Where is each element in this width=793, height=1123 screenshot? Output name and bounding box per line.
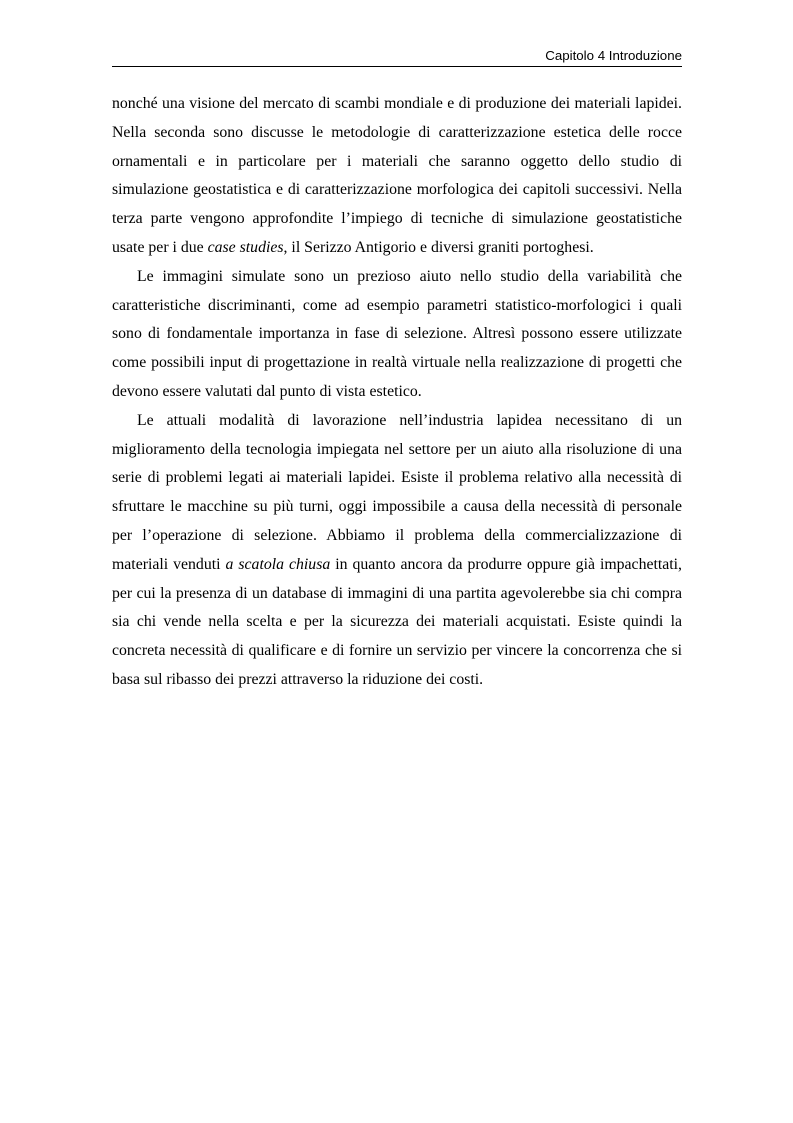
italic-term: a scatola chiusa (225, 555, 331, 573)
paragraph-text: Le attuali modalità di lavorazione nell’industria lapidea necessitano di un miglioramento della tecnologia impiegata nel settore per un aiuto alla risoluzione di una serie di problemi legati ai materiali lapidei. Esiste il problema relativo alla necessità di sfruttare le macchine su più turni, oggi impossibile a causa della necessità di personale per l’operazione di selezione. Abbiamo il problema della commercializzazione di materiali venduti (112, 411, 682, 573)
paragraph-text: , il Serizzo Antigorio e diversi graniti portoghesi. (283, 238, 594, 256)
paragraph-text: in quanto ancora da produrre oppure già impachettati, per cui la presenza di un database di immagini di una partita agevolerebbe sia chi compra sia chi vende nella scelta e per la sicurezza dei materiali acquistati. Esiste quindi la concreta necessità di qualificare e di fornire un servizio per vincere la concorrenza che si basa sul ribasso dei prezzi attraverso la riduzione dei costi. (112, 555, 682, 688)
italic-term: case studies (207, 238, 284, 256)
paragraph-industry-methods (112, 407, 682, 695)
paragraph-text: nonché una visione del mercato di scambi mondiale e di produzione dei materiali lapidei. Nella seconda sono discusse le metodologie di caratterizzazione estetica delle rocce ornamentali e in particolare per i materiali che saranno oggetto dello studio di simulazione geostatistica e di caratterizzazione morfologica dei capitoli successivi. Nella terza parte vengono approfondite l’impiego di tecniche di simulazione geostatistiche usate per i due (112, 95, 682, 256)
chapter-title: Capitolo 4 Introduzione (545, 48, 682, 63)
paragraph-continuation (112, 90, 682, 263)
paragraph-simulated-images: Le immagini simulate sono un prezioso aiuto nello studio della variabilità che caratteristiche discriminanti, come ad esempio parametri statistico-morfologici i quali sono di fondamentale importanza in fase di selezione. Altresì possono essere utilizzate come possibili input di progettazione in realtà virtuale nella realizzazione di progetti che devono essere valutati dal punto di vista estetico. (112, 267, 682, 400)
body-text (112, 90, 682, 695)
page-header (112, 46, 682, 67)
